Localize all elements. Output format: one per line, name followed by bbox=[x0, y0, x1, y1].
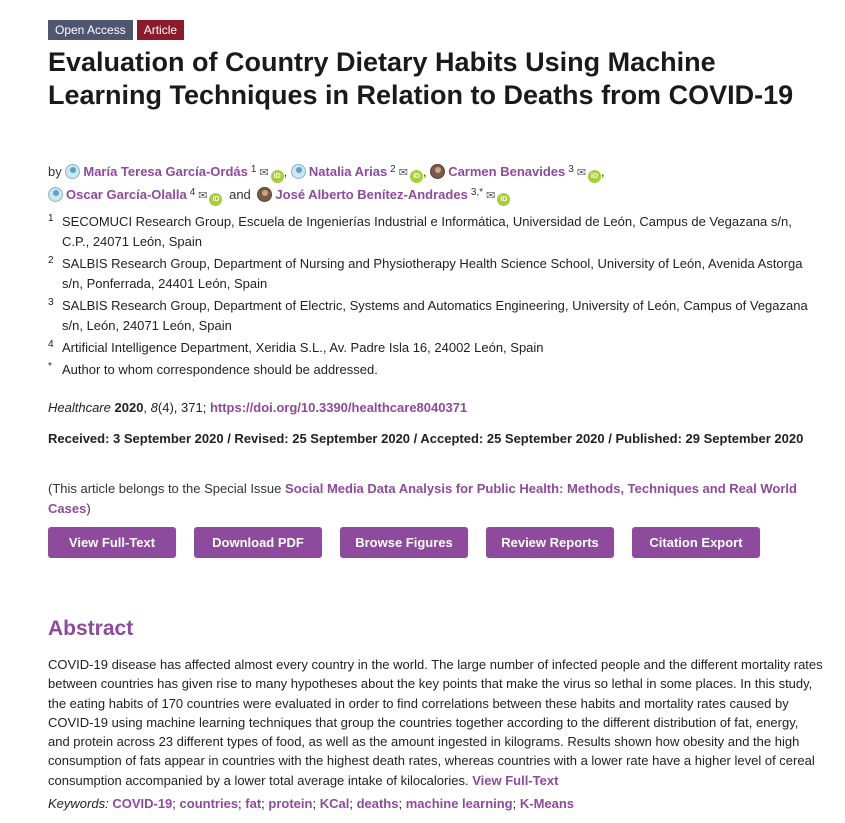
affiliation-number: 4 bbox=[48, 339, 54, 350]
author-affil-sup: 4 bbox=[189, 187, 196, 198]
open-access-badge[interactable]: Open Access bbox=[48, 20, 133, 40]
badge-group bbox=[48, 20, 184, 40]
citation-volume: 8 bbox=[150, 400, 158, 415]
affiliation-item bbox=[48, 296, 818, 336]
author-link-1[interactable]: María Teresa García-Ordás bbox=[83, 164, 248, 179]
affiliation-number: * bbox=[48, 361, 52, 372]
abstract-text: COVID-19 disease has affected almost every country in the world. The large number of infected people and the different mortality rates between countries has given rise to many hypotheses about the key points that make the virus so lethal in some places. In this study, the eating habits of 170 countries were evaluated in order to find correlations between these habits and mortality rates caused by COVID-19 using machine learning techniques that group the countries together according to the different distribution of fat, energy, and protein across 23 different types of food, as well as the amount ingested in kilograms. Results shown how obesity and the high consumption of fats appear in countries with the highest death rates, whereas countries with a lower rate have a higher level of cereal consumption accompanied by a lower total average intake of kilocalories. bbox=[48, 657, 823, 788]
author-avatar-icon bbox=[65, 164, 80, 179]
by-label: by bbox=[48, 164, 62, 179]
keyword-link[interactable]: machine learning bbox=[405, 796, 513, 811]
author-link-5[interactable]: José Alberto Benítez-Andrades bbox=[275, 187, 468, 202]
author-photo-icon bbox=[257, 187, 272, 202]
special-issue-prefix: (This article belongs to the Special Issue bbox=[48, 481, 282, 496]
special-issue-link[interactable]: Social Media Data Analysis for Public Health: Methods, Techniques and Real World Cases bbox=[48, 481, 797, 516]
email-icon[interactable]: ✉ bbox=[398, 167, 408, 179]
abstract-body bbox=[48, 655, 823, 790]
article-type-badge[interactable]: Article bbox=[137, 20, 184, 40]
keyword-list: Keywords: COVID-19; countries; fat; protein; KCal; deaths; machine learning; K-Means bbox=[48, 796, 575, 811]
author-affil-sup: 1 bbox=[250, 164, 257, 175]
review-reports-button[interactable]: Review Reports bbox=[486, 527, 614, 558]
view-full-text-button[interactable]: View Full-Text bbox=[48, 527, 176, 558]
orcid-icon[interactable]: iD bbox=[271, 170, 284, 183]
keywords-label: Keywords: bbox=[48, 796, 109, 811]
affiliation-number: 1 bbox=[48, 213, 54, 224]
author-list: by María Teresa García-Ordás $^1$ ✉ iD , Natalia Arias $^2$ ✉ iD , Carmen Benavides $^3$ ✉ iD , Oscar García-Olalla $^4$ ✉ iD and José Alberto Benítez-Andrades $^{3,*}$ ✉ iD bbox=[48, 160, 828, 206]
browse-figures-button[interactable]: Browse Figures bbox=[340, 527, 468, 558]
article-action-buttons bbox=[48, 527, 760, 558]
author-avatar-icon bbox=[291, 164, 306, 179]
author-photo-icon bbox=[430, 164, 445, 179]
journal-name: Healthcare bbox=[48, 400, 111, 415]
keyword-link[interactable]: K-Means bbox=[519, 796, 575, 811]
author-affil-sup: 3,* bbox=[470, 187, 484, 198]
citation-issue-pages: (4), 371; bbox=[157, 400, 207, 415]
author-link-2[interactable]: Natalia Arias bbox=[308, 164, 388, 179]
author-link-3[interactable]: Carmen Benavides bbox=[448, 164, 566, 179]
affiliation-item bbox=[48, 254, 818, 294]
affiliation-list bbox=[48, 212, 818, 382]
affiliation-number: 3 bbox=[48, 297, 54, 308]
affiliation-item bbox=[48, 360, 818, 380]
affiliation-item bbox=[48, 338, 818, 358]
keyword-link[interactable]: COVID-19 bbox=[112, 796, 173, 811]
orcid-icon[interactable]: iD bbox=[410, 170, 423, 183]
abstract-heading: Abstract bbox=[48, 617, 134, 640]
citation-line: Healthcare 2020, 8(4), 371; https://doi.org/10.3390/healthcare8040371 bbox=[48, 400, 468, 415]
affiliation-text: SECOMUCI Research Group, Escuela de Ingenierías Industrial e Informática, Universidad de León, Campus de Vegazana s/n, C.P., 24071 León, Spain bbox=[62, 214, 792, 249]
keyword-link[interactable]: fat bbox=[245, 796, 262, 811]
doi-link[interactable]: https://doi.org/10.3390/healthcare8040371 bbox=[209, 400, 468, 415]
keyword-link[interactable]: countries bbox=[179, 796, 239, 811]
author-affil-sup: 2 bbox=[390, 164, 396, 175]
abstract-full-text-link[interactable]: View Full-Text bbox=[472, 772, 559, 788]
affiliation-number: 2 bbox=[48, 255, 54, 266]
email-icon[interactable]: ✉ bbox=[486, 190, 496, 202]
and-label: and bbox=[229, 187, 251, 202]
affiliation-text: Artificial Intelligence Department, Xeridia S.L., Av. Padre Isla 16, 24002 León, Spain bbox=[62, 340, 544, 355]
email-icon[interactable]: ✉ bbox=[198, 190, 208, 202]
special-issue-note bbox=[48, 479, 808, 519]
keyword-link[interactable]: protein bbox=[268, 796, 313, 811]
email-icon[interactable]: ✉ bbox=[576, 167, 587, 179]
affiliation-text: SALBIS Research Group, Department of Nursing and Physiotherapy Health Science School, University of León, Avenida Astorga s/n, Ponferrada, 24401 León, Spain bbox=[62, 256, 803, 291]
author-link-4[interactable]: Oscar García-Olalla bbox=[66, 187, 187, 202]
keyword-link[interactable]: KCal bbox=[319, 796, 350, 811]
citation-export-button[interactable]: Citation Export bbox=[632, 527, 760, 558]
article-title: Evaluation of Country Dietary Habits Using Machine Learning Techniques in Relation to Deaths from COVID-19 bbox=[48, 47, 794, 110]
email-icon[interactable]: ✉ bbox=[259, 167, 269, 179]
orcid-icon[interactable]: iD bbox=[209, 193, 222, 206]
citation-year: 2020 bbox=[114, 400, 144, 415]
orcid-icon[interactable]: iD bbox=[588, 170, 601, 183]
affiliation-text: Author to whom correspondence should be addressed. bbox=[62, 362, 378, 377]
download-pdf-button[interactable]: Download PDF bbox=[194, 527, 322, 558]
affiliation-text: SALBIS Research Group, Department of Electric, Systems and Automatics Engineering, University of León, Campus of Vegazana s/n, León, 24071 León, Spain bbox=[62, 298, 808, 333]
publication-dates: Received: 3 September 2020 / Revised: 25 September 2020 / Accepted: 25 September 2020 / Published: 29 September 2020 bbox=[48, 431, 804, 446]
author-affil-sup: 3 bbox=[568, 164, 574, 175]
author-avatar-icon bbox=[48, 187, 63, 202]
keyword-link[interactable]: deaths bbox=[356, 796, 399, 811]
special-issue-suffix: ) bbox=[86, 501, 91, 516]
orcid-icon[interactable]: iD bbox=[497, 193, 510, 206]
affiliation-item bbox=[48, 212, 818, 252]
